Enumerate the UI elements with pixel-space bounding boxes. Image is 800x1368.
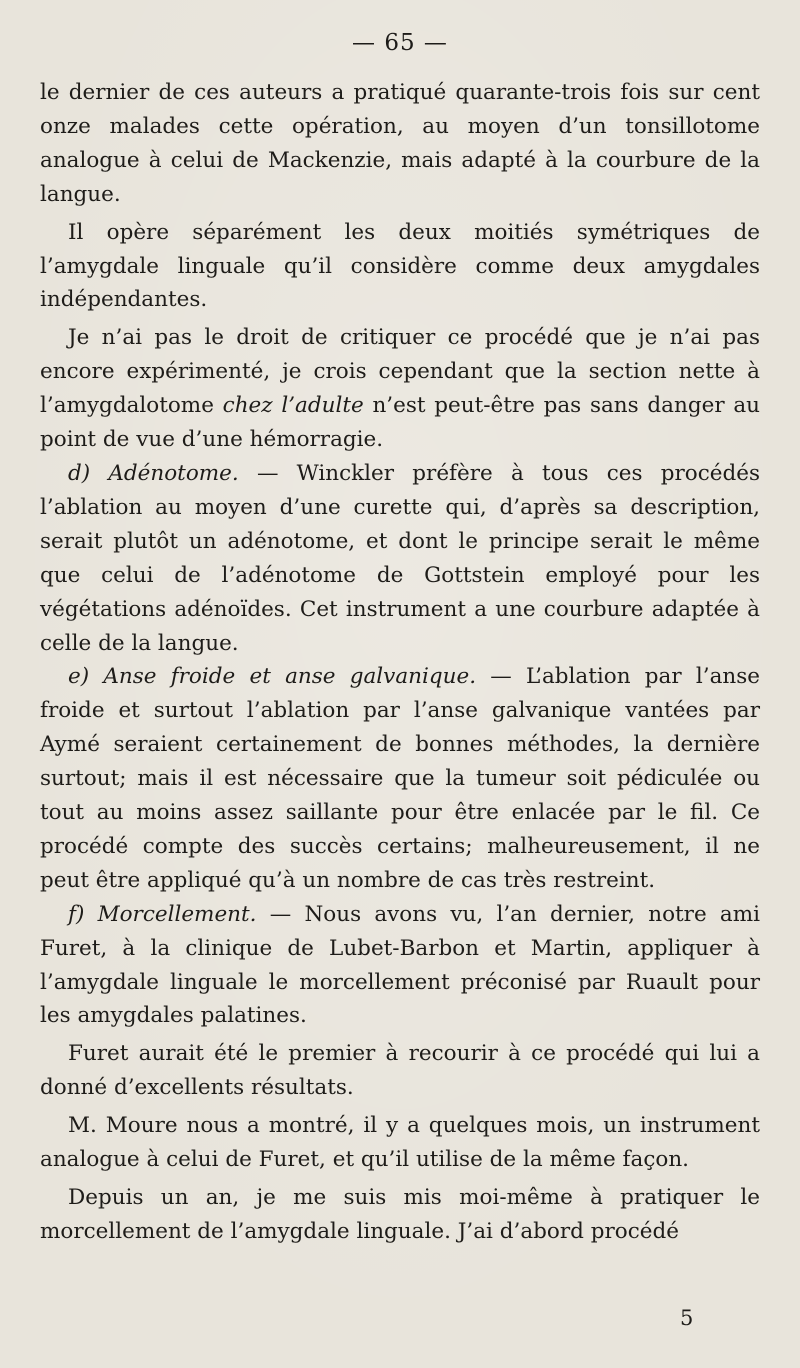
- paragraph-anse: [40, 660, 760, 897]
- paragraph-text: n’est peut-être pas sans danger au point de vue d’une hémorragie.: [40, 393, 760, 453]
- paragraph-adenotome: [40, 457, 760, 660]
- emphasis-text: chez l’adulte: [222, 393, 364, 419]
- section-lead: e) Anse froide et anse galvanique.: [68, 664, 477, 690]
- paragraph-text: — L’ablation par l’anse froide et surtout l’ablation par l’anse galvanique vantées par Aymé seraient certainement de bonnes méthodes, la dernière surtout; mais il est nécessaire que la tumeur soit pédiculée ou tout au moins assez saillante pour être enlacée par le fil. Ce procédé compte des succès certains; malheureusement, il ne peut être appliqué qu’à un nombre de cas très restreint.: [40, 664, 760, 893]
- page-number-header: — 65 —: [352, 30, 448, 56]
- body-text: [40, 76, 760, 1249]
- paragraph-3: [40, 321, 760, 457]
- paragraph-text: Je n’ai pas le droit de critiquer ce procédé que je n’ai pas encore expérimenté, je crois cependant que la section nette à l’amygdalotome: [40, 325, 760, 419]
- paragraph-text: M. Moure nous a montré, il y a quelques mois, un instrument analogue à celui de Furet, et qu’il utilise de la même façon.: [40, 1113, 760, 1173]
- paragraph-2: [40, 216, 760, 318]
- paragraph-text: — Winckler préfère à tous ces procédés l’ablation au moyen d’une curette qui, d’après sa description, serait plutôt un adénotome, et dont le principe serait le même que celui de l’adénotome de Gottstein employé pour les végétations adénoïdes. Cet instrument a une courbure adaptée à celle de la langue.: [40, 460, 760, 656]
- paragraph-1: [40, 76, 760, 212]
- section-lead: d) Adénotome.: [68, 460, 239, 486]
- paragraph-furet: [40, 1037, 760, 1105]
- paragraph-text: le dernier de ces auteurs a pratiqué quarante-trois fois sur cent onze malades cette opération, au moyen d’un tonsillotome analogue à celui de Mackenzie, mais adapté à la courbure de la langue.: [40, 80, 760, 207]
- paragraph-moure: [40, 1109, 760, 1177]
- section-lead: f) Morcellement.: [68, 901, 257, 927]
- signature-mark: 5: [680, 1306, 694, 1330]
- paragraph-text: Furet aurait été le premier à recourir à ce procédé qui lui a donné d’excellents résultats.: [40, 1041, 760, 1101]
- paragraph-depuis: [40, 1181, 760, 1249]
- paragraph-text: Depuis un an, je me suis mis moi-même à pratiquer le morcellement de l’amygdale linguale. J’ai d’abord procédé: [40, 1185, 760, 1244]
- paragraph-text: Il opère séparément les deux moitiés symétriques de l’amygdale linguale qu’il considère comme deux amygdales indépendantes.: [40, 219, 760, 313]
- paragraph-morcellement: [40, 898, 760, 1034]
- paragraph-text: — Nous avons vu, l’an dernier, notre ami Furet, à la clinique de Lubet-Barbon et Martin, appliquer à l’amygdale linguale le morcellement préconisé par Ruault pour les amygdales palatines.: [40, 901, 760, 1029]
